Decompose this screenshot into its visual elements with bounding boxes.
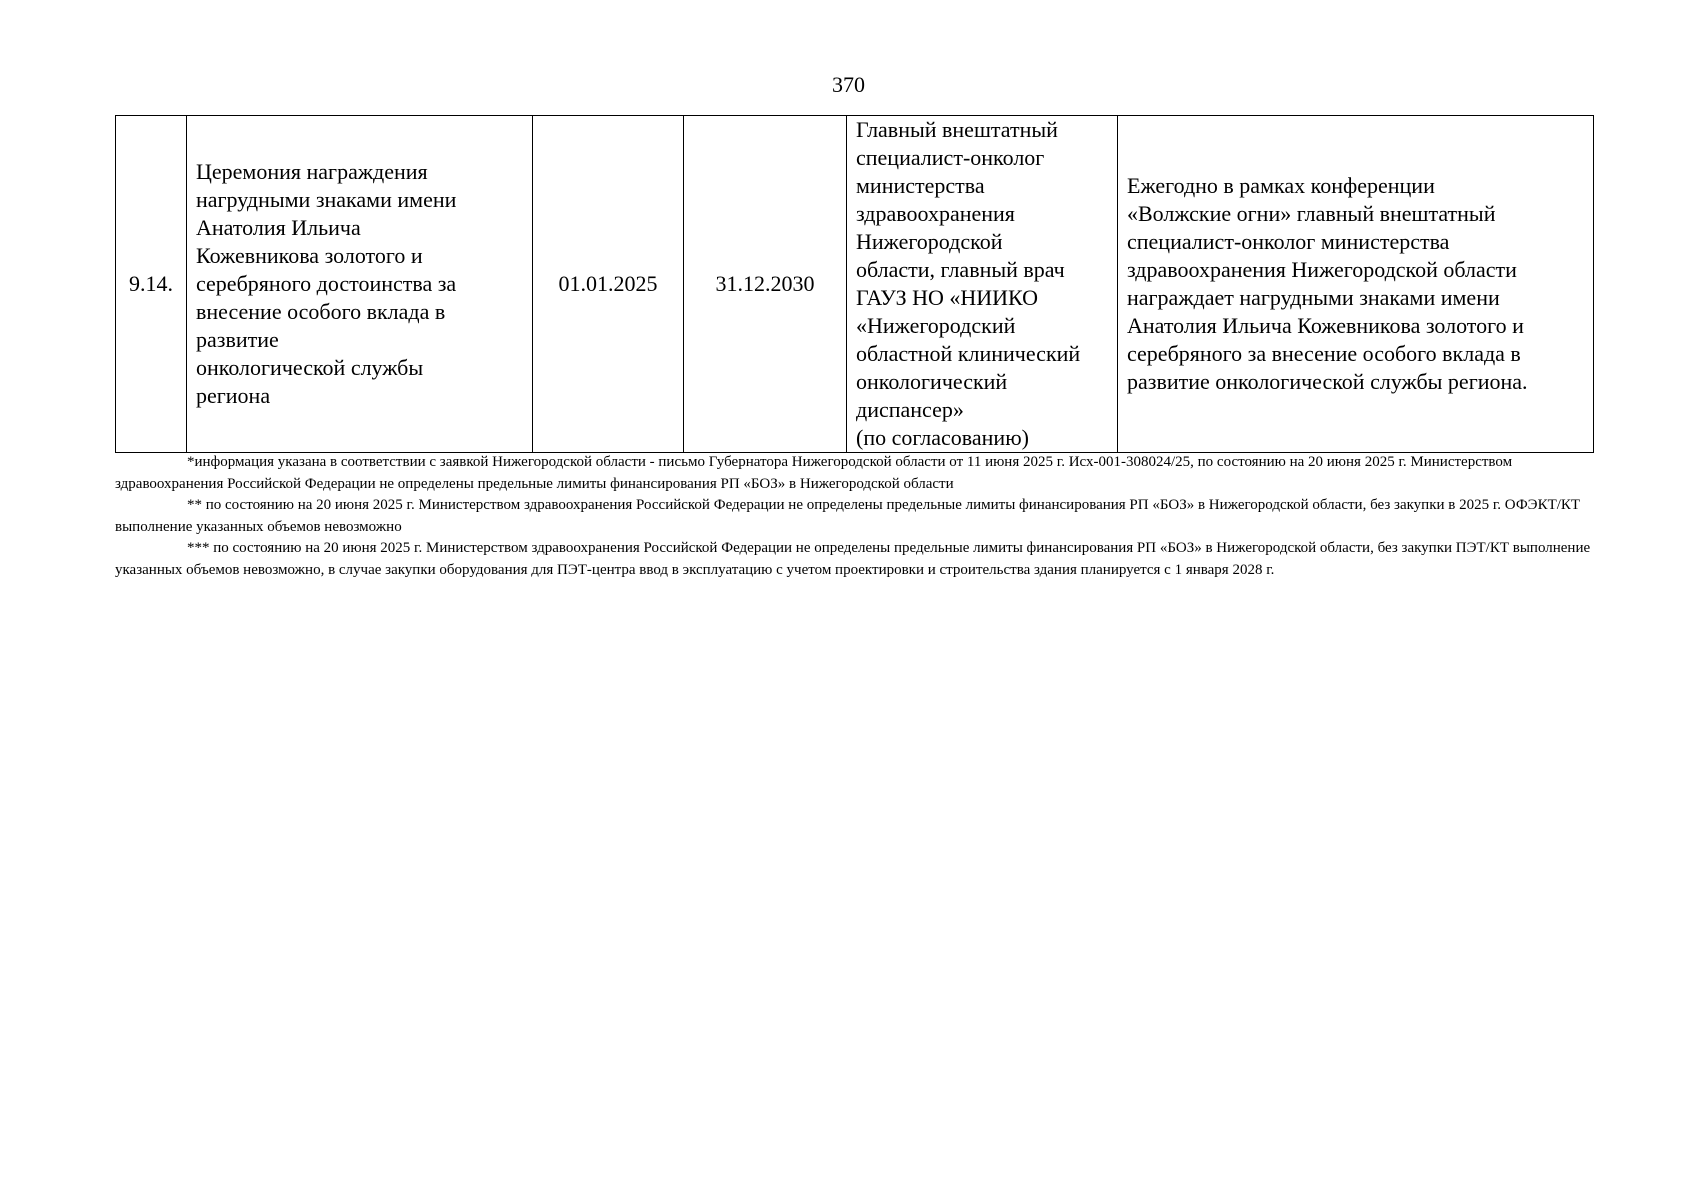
footnote-2: ** по состоянию на 20 июня 2025 г. Министерством здравоохранения Российской Федерации не определены предельные лимиты финансирования РП «БОЗ» в Нижегородской области, без закупки в 2025 г. ОФЭКТ/КТ выполнение указанных объемов невозможно bbox=[115, 497, 1581, 535]
events-table bbox=[115, 115, 1594, 453]
event-name: Церемония награждения нагрудными знаками имени Анатолия Ильича Кожевникова золотого и серебряного достоинства за внесение особого вклада в развитие онкологической службы региона bbox=[196, 159, 457, 408]
responsible-cell bbox=[847, 116, 1118, 453]
footnote-1: *информация указана в соответствии с заявкой Нижегородской области - письмо Губернатора Нижегородской области от 11 июня 2025 г. Исх-001-308024/25, по состоянию на 20 июня 2025 г. Министерством здравоохранения Российской Федерации не определены предельные лимиты финансирования РП «БОЗ» в Нижегородской области bbox=[115, 454, 1513, 492]
page-number: 370 bbox=[832, 72, 865, 97]
footnotes bbox=[115, 452, 1593, 581]
row-number-cell bbox=[116, 116, 187, 453]
event-name-cell bbox=[187, 116, 533, 453]
footnote-3: *** по состоянию на 20 июня 2025 г. Министерством здравоохранения Российской Федерации не определены предельные лимиты финансирования РП «БОЗ» в Нижегородской области, без закупки ПЭТ/КТ выполнение указанных объемов невозможно, в случае закупки оборудования для ПЭТ-центра ввод в эксплуатацию с учетом проектировки и строительства здания планируется с 1 января 2028 г. bbox=[115, 540, 1591, 578]
event-description: Ежегодно в рамках конференции «Волжские огни» главный внештатный специалист-онколог министерства здравоохранения Нижегородской области награждает нагрудными знаками имени Анатолия Ильича Кожевникова золотого и серебряного за внесение особого вклада в развитие онкологической службы региона. bbox=[1127, 173, 1528, 394]
responsible-person: Главный внештатный специалист-онколог министерства здравоохранения Нижегородской области, главный врач ГАУЗ НО «НИИКО «Нижегородский областной клинический онкологический диспансер» (по согласованию) bbox=[856, 117, 1081, 450]
table-row bbox=[116, 116, 1594, 453]
row-number: 9.14. bbox=[129, 271, 173, 296]
end-date: 31.12.2030 bbox=[715, 271, 815, 296]
description-cell bbox=[1118, 116, 1594, 453]
start-date-cell bbox=[533, 116, 684, 453]
end-date-cell bbox=[684, 116, 847, 453]
start-date: 01.01.2025 bbox=[558, 271, 658, 296]
